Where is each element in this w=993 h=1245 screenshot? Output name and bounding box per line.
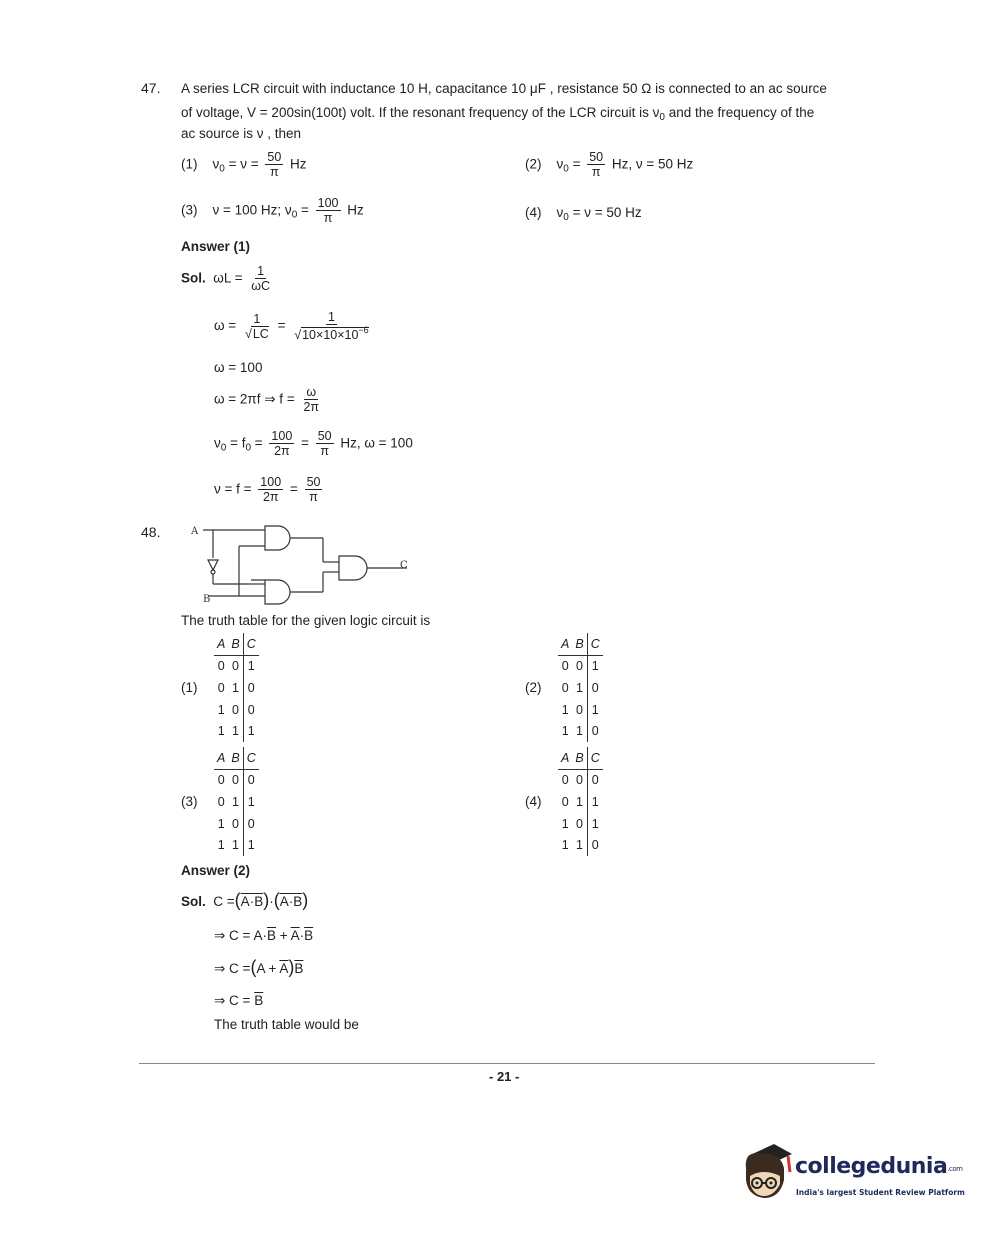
q48-truth-table-4: A B C 0 0 0 0 1 1 1 0 1 1 1 0: [558, 747, 603, 856]
collegedunia-logo: [740, 1138, 965, 1208]
table-row: 0 0 0: [214, 769, 259, 791]
q47-text-line1: A series LCR circuit with inductance 10 H, capacitance 10 μF , resistance 50 Ω is connected to an ac source: [181, 81, 827, 96]
q48-truth-table-2: A B C 0 0 1 0 1 0 1 0 1 1 1 0: [558, 633, 603, 742]
table-row: 0 1 0: [214, 677, 259, 699]
circuit-label-a: A: [191, 526, 199, 537]
page-number: - 21 -: [489, 1069, 520, 1084]
table-row: 0 1 1: [558, 791, 603, 813]
q47-solution-line5: $\nu_0 = f_0$ = $\frac{100}{2\pi}$ = $\frac{50}{\pi}$ Hz, ω = 100: [214, 429, 413, 459]
question-number-48: 48.: [141, 524, 161, 540]
brand-tagline: India's largest Student Review Platform: [796, 1188, 965, 1197]
brand-name: collegedunia: [795, 1154, 948, 1179]
circuit-label-c: C: [400, 560, 408, 571]
q48-option-2-label: (2): [525, 680, 542, 695]
q47-text-line3: ac source is ν , then: [181, 126, 302, 141]
q48-solution-line4: ⇒ $C = \overline{B}$: [214, 993, 264, 1008]
q47-solution-line2: ω = $\frac{1}{√LC}$ = $\frac{1}{√10\times 10\times 10^{-6}}$: [214, 310, 369, 343]
q48-truth-table-3: A B C 0 0 0 0 1 1 1 0 0 1 1 1: [214, 747, 259, 856]
q47-answer: Answer (1): [181, 239, 251, 254]
q47-option-4: (4) $\nu_0 = \nu = 50$ Hz: [525, 205, 642, 223]
table-row: 1 1 0: [558, 720, 603, 742]
q47-solution-line6: ν = f = $\frac{100}{2\pi}$ = $\frac{50}{\pi}$: [214, 475, 321, 505]
q48-option-1-label: (1): [181, 680, 198, 695]
q47-option-3: (3) ν = 100 Hz; $\nu_0$ = $\frac{100}{\pi}$ Hz: [181, 196, 364, 226]
q48-solution-line1: Sol. C =(A·B)·(A·B): [181, 890, 309, 910]
and-gate-top-icon: [265, 526, 290, 550]
table-row: 1 1 1: [214, 834, 259, 856]
q47-option-2: (2) $\nu_0$ = $\frac{50}{\pi}$ Hz, ν = 50 Hz: [525, 150, 694, 180]
table-row: 0 0 0: [558, 769, 603, 791]
q48-solution-line3: ⇒ $C =(A + \overline{A})\overline{B}$: [214, 957, 304, 977]
table-row: 1 0 1: [558, 699, 603, 721]
q47-text-line2: of voltage, V = 200sin(100t) volt. If the resonant frequency of the LCR circuit is $\nu_0$ and the frequency of the: [181, 105, 815, 123]
circuit-label-b: B: [203, 594, 211, 605]
q48-answer: Answer (2): [181, 863, 251, 878]
table-row: 1 0 0: [214, 813, 259, 835]
q48-solution-line5: The truth table would be: [214, 1017, 359, 1032]
table-row: 1 0 1: [558, 813, 603, 835]
footer-divider: [139, 1063, 875, 1064]
and-gate-output-icon: [339, 556, 367, 580]
q48-prompt: The truth table for the given logic circuit is: [181, 613, 431, 628]
logic-circuit-diagram: [185, 518, 425, 610]
q48-solution-line2: ⇒ $C = A\cdot\overline{B} + \overline{A}\cdot\overline{B}$: [214, 928, 314, 943]
q48-option-3-label: (3): [181, 794, 198, 809]
q47-solution-line1: Sol. ωL = $\frac{1}{\omega C}$: [181, 264, 271, 294]
table-row: 0 1 0: [558, 677, 603, 699]
table-row: 1 1 0: [558, 834, 603, 856]
question-number-47: 47.: [141, 80, 161, 96]
table-row: 1 1 1: [214, 720, 259, 742]
table-row: 0 0 1: [558, 655, 603, 677]
q47-solution-line4: ω = 2πf ⇒ f = $\frac{\omega}{2\pi}$: [214, 385, 320, 415]
q47-solution-line3: ω = 100: [214, 360, 263, 375]
mascot-icon: [740, 1138, 796, 1208]
table-row: 1 0 0: [214, 699, 259, 721]
brand-com: .com: [947, 1165, 963, 1173]
q47-option-1: (1) $\nu_0 = \nu$ = $\frac{50}{\pi}$ Hz: [181, 150, 307, 180]
q48-option-4-label: (4): [525, 794, 542, 809]
table-row: 0 0 1: [214, 655, 259, 677]
q48-truth-table-1: A B C 0 0 1 0 1 0 1 0 0 1 1 1: [214, 633, 259, 742]
table-row: 0 1 1: [214, 791, 259, 813]
not-gate-icon: [208, 560, 218, 570]
